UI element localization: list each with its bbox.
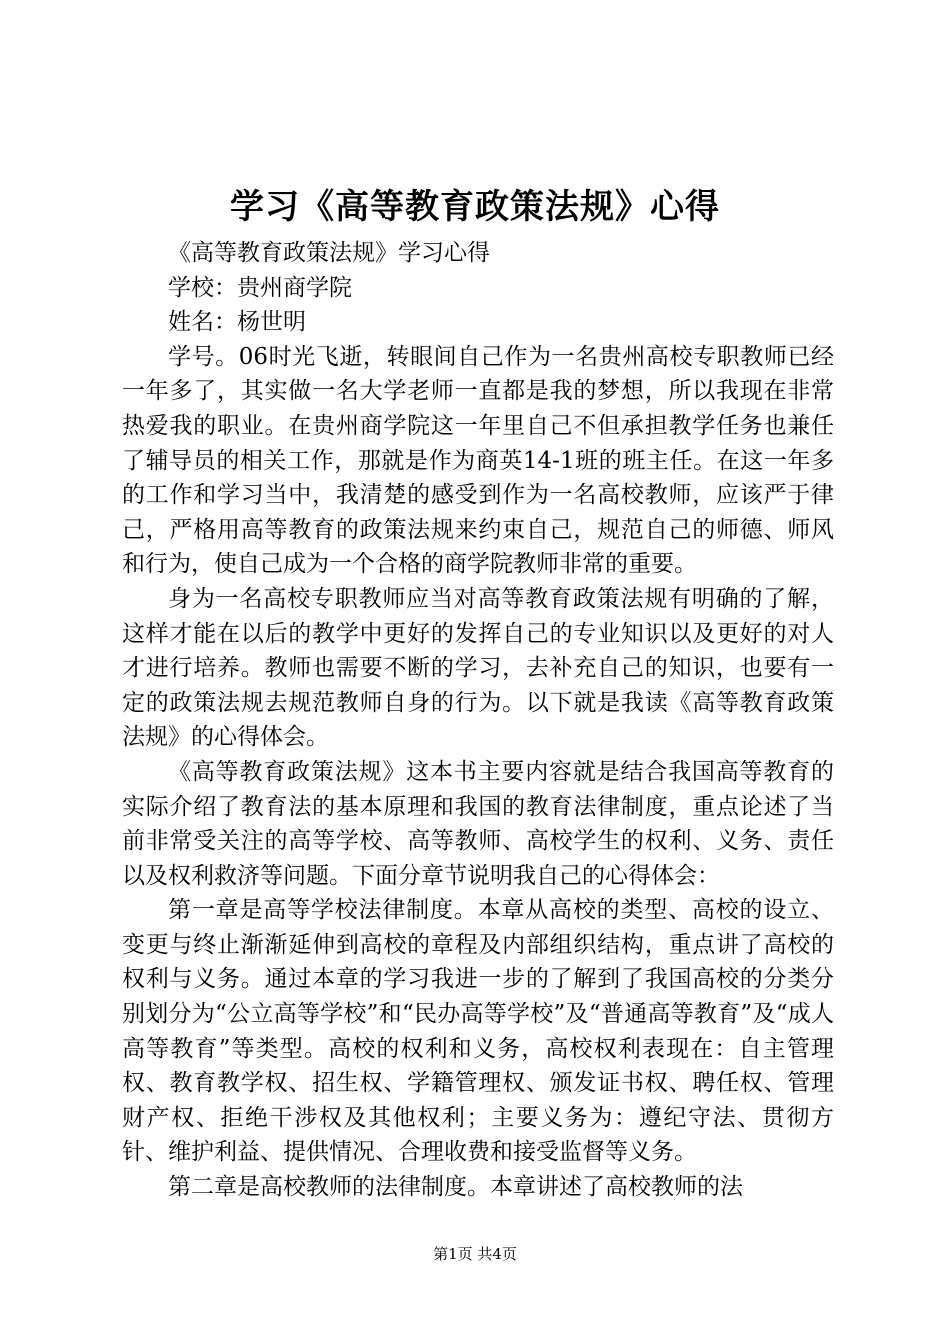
paragraph-book-summary: 《高等教育政策法规》这本书主要内容就是结合我国高等教育的实际介绍了教育法的基本原理和我国的教育法律制度，重点论述了当前非常受关注的高等学校、高等教师、高校学生的权利、义务、责任以及权利救济等问题。下面分章节说明我自己的心得体会： <box>122 758 834 889</box>
paragraph-intro: 学号。06时光飞逝，转眼间自己作为一名贵州高校专职教师已经一年多了，其实做一名大学老师一直都是我的梦想，所以我现在非常热爱我的职业。在贵州商学院这一年里自己不但承担教学任务也兼任了辅导员的相关工作，那就是作为商英14-1班的班主任。在这一年多的工作和学习当中，我清楚的感受到作为一名高校教师，应该严于律己，严格用高等教育的政策法规来约束自己，规范自己的师德、师风和行为，使自己成为一个合格的商学院教师非常的重要。 <box>122 343 834 578</box>
paragraph-chapter-two: 第二章是高校教师的法律制度。本章讲述了高校教师的法 <box>168 1174 743 1201</box>
document-body <box>122 236 834 1205</box>
paragraph-chapter-one: 第一章是高等学校法律制度。本章从高校的类型、高校的设立、变更与终止渐渐延伸到高校的章程及内部组织结构，重点讲了高校的权利与义务。通过本章的学习我进一步的了解到了我国高校的分类分别划分为“公立高等学校”和“民办高等学校”及“普通高等教育”及“成人高等教育”等类型。高校的权利和义务，高校权利表现在：自主管理权、教育教学权、招生权、学籍管理权、颁发证书权、聘任权、管理财产权、拒绝干涉权及其他权利；主要义务为：遵纪守法、贯彻方针、维护利益、提供情况、合理收费和接受监督等义务。 <box>122 897 834 1166</box>
paragraph-school: 学校：贵州商学院 <box>168 274 352 301</box>
paragraph-subtitle: 《高等教育政策法规》学习心得 <box>168 240 490 266</box>
document-title: 学习《高等教育政策法规》心得 <box>230 187 720 227</box>
paragraph-name: 姓名：杨世明 <box>168 309 306 336</box>
page-number: 第1页 共4页 <box>433 1245 517 1263</box>
paragraph-purpose: 身为一名高校专职教师应当对高等教育政策法规有明确的了解，这样才能在以后的教学中更好的发挥自己的专业知识以及更好的对人才进行培养。教师也需要不断的学习，去补充自己的知识，也要有一定的政策法规去规范教师自身的行为。以下就是我读《高等教育政策法规》的心得体会。 <box>122 585 834 751</box>
